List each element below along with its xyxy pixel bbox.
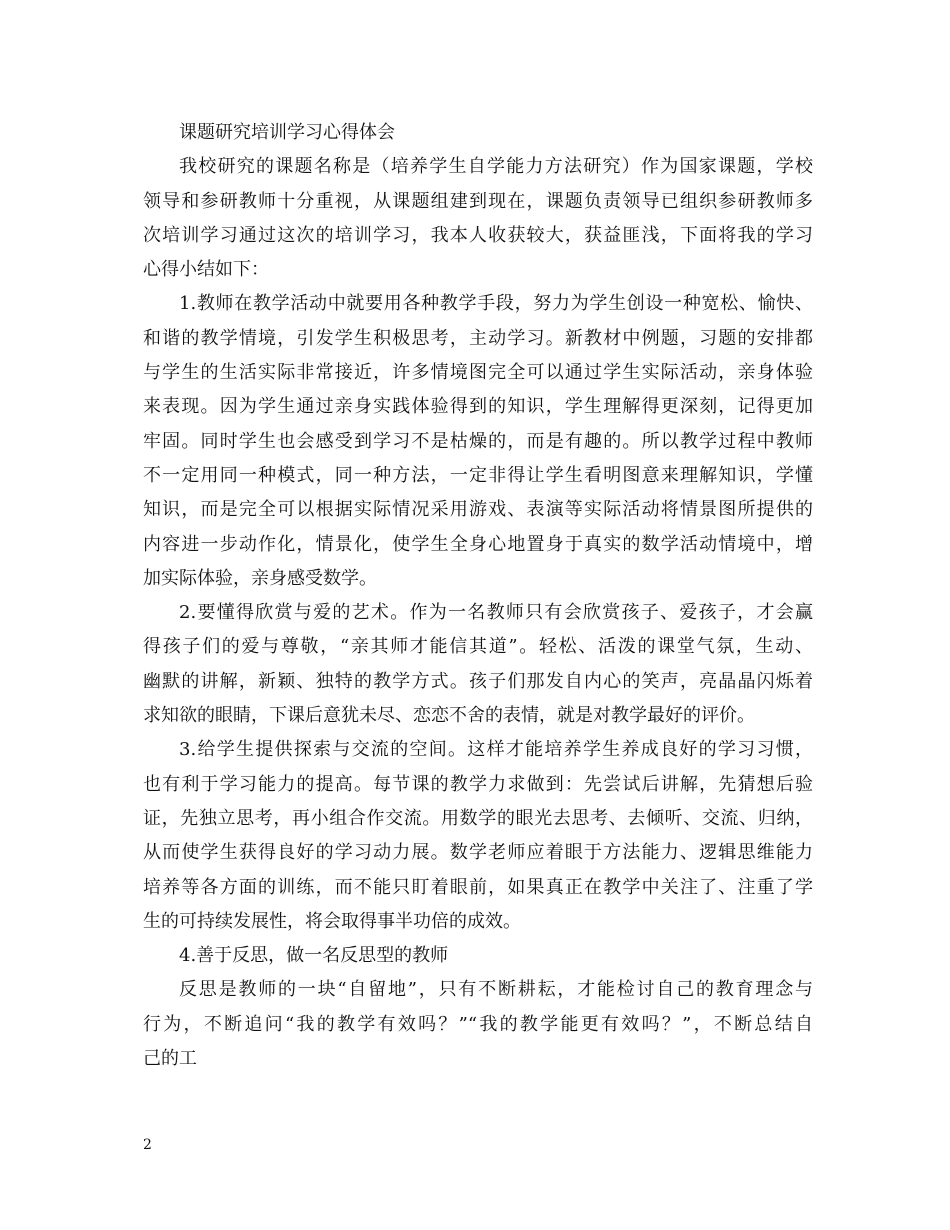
text-line: 牢固。同时学生也会感受到学习不是枯燥的，而是有趣的。所以教学过程中教师	[143, 430, 813, 452]
text-line: 3.给学生提供探索与交流的空间。这样才能培养学生养成良好的学习习惯，	[179, 739, 813, 761]
text-line: 来表现。因为学生通过亲身实践体验得到的知识，学生理解得更深刻，记得更加	[143, 396, 813, 418]
text-line: 证，先独立思考，再小组合作交流。用数学的眼光去思考、去倾听、交流、归纳，	[143, 807, 813, 829]
text-line: 2.要懂得欣赏与爱的艺术。作为一名教师只有会欣赏孩子、爱孩子，才会赢	[179, 602, 813, 624]
text-line: 从而使学生获得良好的学习动力展。数学老师应着眼于方法能力、逻辑思维能力	[143, 842, 813, 864]
text-line: 与学生的生活实际非常接近，许多情境图完全可以通过学生实际活动，亲身体验	[143, 362, 813, 384]
text-line: 知识，而是完全可以根据实际情况采用游戏、表演等实际活动将情景图所提供的	[143, 499, 813, 521]
text-line: 行为，不断追问“我的教学有效吗？”“我的教学能更有效吗？”，不断总结自	[143, 1013, 813, 1035]
text-line: 4.善于反思，做一名反思型的教师	[179, 945, 449, 967]
text-line: 求知欲的眼睛，下课后意犹未尽、恋恋不舍的表情，就是对教学最好的评价。	[143, 705, 755, 727]
text-line: 反思是教师的一块“自留地”，只有不断耕耘，才能检讨自己的教育理念与	[179, 979, 813, 1001]
text-line: 内容进一步动作化，情景化，使学生全身心地置身于真实的数学活动情境中，增	[143, 533, 813, 555]
text-line: 生的可持续发展性，将会取得事半功倍的成效。	[143, 910, 521, 932]
text-line: 加实际体验，亲身感受数学。	[143, 567, 377, 589]
text-line: 1.教师在教学活动中就要用各种教学手段，努力为学生创设一种宽松、愉快、	[179, 293, 813, 315]
text-line: 得孩子们的爱与尊敬，“亲其师才能信其道”。轻松、活泼的课堂气氛，生动、	[143, 636, 813, 658]
text-line: 己的工	[143, 1048, 197, 1070]
text-line: 领导和参研教师十分重视，从课题组建到现在，课题负责领导已组织参研教师多	[143, 190, 813, 212]
document-body	[143, 116, 813, 1076]
text-line: 我校研究的课题名称是（培养学生自学能力方法研究）作为国家课题，学校	[179, 156, 813, 178]
document-title: 课题研究培训学习心得体会	[179, 122, 395, 143]
text-line: 也有利于学习能力的提高。每节课的教学力求做到：先尝试后讲解，先猜想后验	[143, 773, 813, 795]
text-line: 幽默的讲解，新颖、独特的教学方式。孩子们那发自内心的笑声，亮晶晶闪烁着	[143, 670, 813, 692]
text-line: 次培训学习通过这次的培训学习，我本人收获较大，获益匪浅，下面将我的学习	[143, 224, 813, 246]
text-line: 不一定用同一种模式，同一种方法，一定非得让学生看明图意来理解知识，学懂	[143, 464, 813, 486]
page-number: 2	[143, 1137, 152, 1153]
text-line: 和谐的教学情境，引发学生积极思考，主动学习。新教材中例题，习题的安排都	[143, 327, 813, 349]
text-line: 心得小结如下：	[143, 259, 269, 281]
text-line: 培养等各方面的训练，而不能只盯着眼前，如果真正在教学中关注了、注重了学	[143, 876, 813, 898]
